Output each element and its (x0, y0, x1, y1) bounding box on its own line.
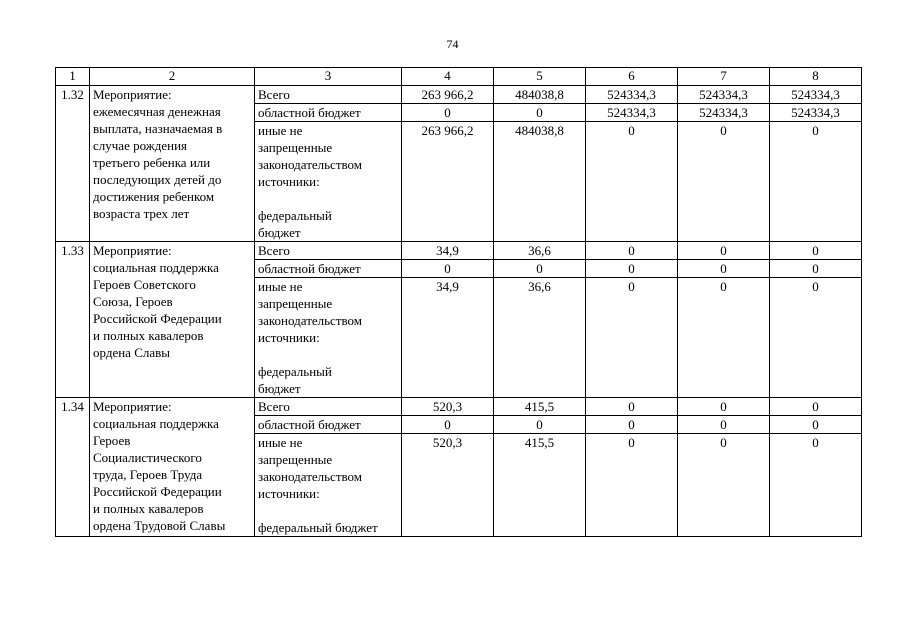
source-label-regional: областной бюджет (255, 416, 402, 434)
section-name-line: выплата, назначаемая в (93, 121, 223, 136)
value-cell: 524334,3 (586, 86, 678, 104)
value-cell: 0 (494, 260, 586, 278)
section-name-line: труда, Героев Труда (93, 467, 203, 482)
source-label-other-line: иные не (258, 123, 303, 138)
section-total-row (56, 398, 862, 416)
section-total-row (56, 86, 862, 104)
source-label-total: Всего (255, 86, 402, 104)
value-cell: 524334,3 (678, 86, 770, 104)
source-label-regional: областной бюджет (255, 260, 402, 278)
value-cell: 34,9 (402, 242, 494, 260)
section-name-line: Российской Федерации (93, 311, 222, 326)
source-label-federal (255, 434, 402, 537)
value-cell: 0 (586, 260, 678, 278)
value-cell: 484038,8 (494, 86, 586, 104)
header-cell: 5 (494, 68, 586, 86)
value-cell: 484038,8 (494, 122, 586, 242)
source-label-other-line: иные не (258, 435, 303, 450)
value-cell: 524334,3 (770, 86, 862, 104)
source-label-federal (255, 122, 402, 242)
section-name-line: и полных кавалеров (93, 328, 204, 343)
value-cell: 0 (586, 398, 678, 416)
source-label-federal-line: федеральный бюджет (258, 520, 378, 535)
value-cell: 36,6 (494, 242, 586, 260)
section-name-line: социальная поддержка (93, 260, 219, 275)
value-cell: 0 (770, 260, 862, 278)
section-number: 1.34 (56, 398, 90, 537)
value-cell: 0 (770, 416, 862, 434)
value-cell: 0 (770, 434, 862, 537)
value-cell: 0 (586, 122, 678, 242)
section-name-line: Российской Федерации (93, 484, 222, 499)
budget-table (55, 67, 862, 537)
value-cell: 415,5 (494, 434, 586, 537)
source-label-federal-line: бюджет (258, 225, 301, 240)
section-name-line: Союза, Героев (93, 294, 173, 309)
section-name-line: случае рождения (93, 138, 188, 153)
value-cell: 0 (678, 398, 770, 416)
source-label-total: Всего (255, 398, 402, 416)
section-name-line: Героев (93, 433, 131, 448)
value-cell: 524334,3 (586, 104, 678, 122)
section-number: 1.33 (56, 242, 90, 398)
value-cell: 263 966,2 (402, 86, 494, 104)
source-label-other-line: источники: (258, 486, 320, 501)
value-cell: 0 (770, 278, 862, 398)
source-label-other-line: иные не (258, 279, 303, 294)
section-name-line: ордена Славы (93, 345, 170, 360)
section-name (90, 398, 255, 537)
value-cell: 520,3 (402, 434, 494, 537)
source-label-other-line: законодательством (258, 313, 363, 328)
section-name-line: ежемесячная денежная (93, 104, 221, 119)
section-name-line: Мероприятие: (93, 399, 172, 414)
value-cell: 0 (586, 278, 678, 398)
source-label-other-line: запрещенные (258, 452, 333, 467)
value-cell: 0 (402, 260, 494, 278)
value-cell: 0 (770, 398, 862, 416)
section-name (90, 242, 255, 398)
source-label-other-line: запрещенные (258, 140, 333, 155)
value-cell: 0 (494, 416, 586, 434)
source-label-regional: областной бюджет (255, 104, 402, 122)
value-cell: 263 966,2 (402, 122, 494, 242)
value-cell: 34,9 (402, 278, 494, 398)
value-cell: 0 (678, 242, 770, 260)
value-cell: 0 (402, 104, 494, 122)
section-number: 1.32 (56, 86, 90, 242)
section-name-line: достижения ребенком (93, 189, 215, 204)
header-cell: 8 (770, 68, 862, 86)
value-cell: 0 (678, 122, 770, 242)
section-name-line: социальная поддержка (93, 416, 219, 431)
section-name-line: Социалистического (93, 450, 202, 465)
source-label-total: Всего (255, 242, 402, 260)
value-cell: 524334,3 (678, 104, 770, 122)
page-number: 74 (446, 37, 459, 51)
source-label-other-line: источники: (258, 330, 320, 345)
source-label-other-line: источники: (258, 174, 320, 189)
value-cell: 0 (678, 260, 770, 278)
source-label-other-line: законодательством (258, 469, 363, 484)
value-cell: 0 (678, 278, 770, 398)
value-cell: 0 (586, 434, 678, 537)
header-row (56, 68, 862, 86)
section-name-line: возраста трех лет (93, 206, 190, 221)
source-label-federal-line: бюджет (258, 381, 301, 396)
value-cell: 415,5 (494, 398, 586, 416)
value-cell: 0 (770, 122, 862, 242)
value-cell: 0 (678, 434, 770, 537)
value-cell: 0 (586, 416, 678, 434)
header-cell: 4 (402, 68, 494, 86)
section-name-line: третьего ребенка или (93, 155, 211, 170)
value-cell: 0 (402, 416, 494, 434)
header-cell: 1 (56, 68, 90, 86)
source-label-other-line: законодательством (258, 157, 363, 172)
section-name-line: и полных кавалеров (93, 501, 204, 516)
header-cell: 3 (255, 68, 402, 86)
value-cell: 0 (494, 104, 586, 122)
source-label-federal (255, 278, 402, 398)
value-cell: 524334,3 (770, 104, 862, 122)
value-cell: 0 (770, 242, 862, 260)
header-cell: 6 (586, 68, 678, 86)
source-label-other-line: запрещенные (258, 296, 333, 311)
value-cell: 0 (678, 416, 770, 434)
section-name-line: Мероприятие: (93, 243, 172, 258)
value-cell: 520,3 (402, 398, 494, 416)
section-name-line: ордена Трудовой Славы (93, 518, 226, 533)
value-cell: 0 (586, 242, 678, 260)
section-name-line: последующих детей до (93, 172, 222, 187)
header-cell: 7 (678, 68, 770, 86)
source-label-federal-line: федеральный (258, 364, 332, 379)
section-name-line: Мероприятие: (93, 87, 172, 102)
source-label-federal-line: федеральный (258, 208, 332, 223)
value-cell: 36,6 (494, 278, 586, 398)
header-cell: 2 (90, 68, 255, 86)
section-name (90, 86, 255, 242)
section-total-row (56, 242, 862, 260)
section-name-line: Героев Советского (93, 277, 196, 292)
